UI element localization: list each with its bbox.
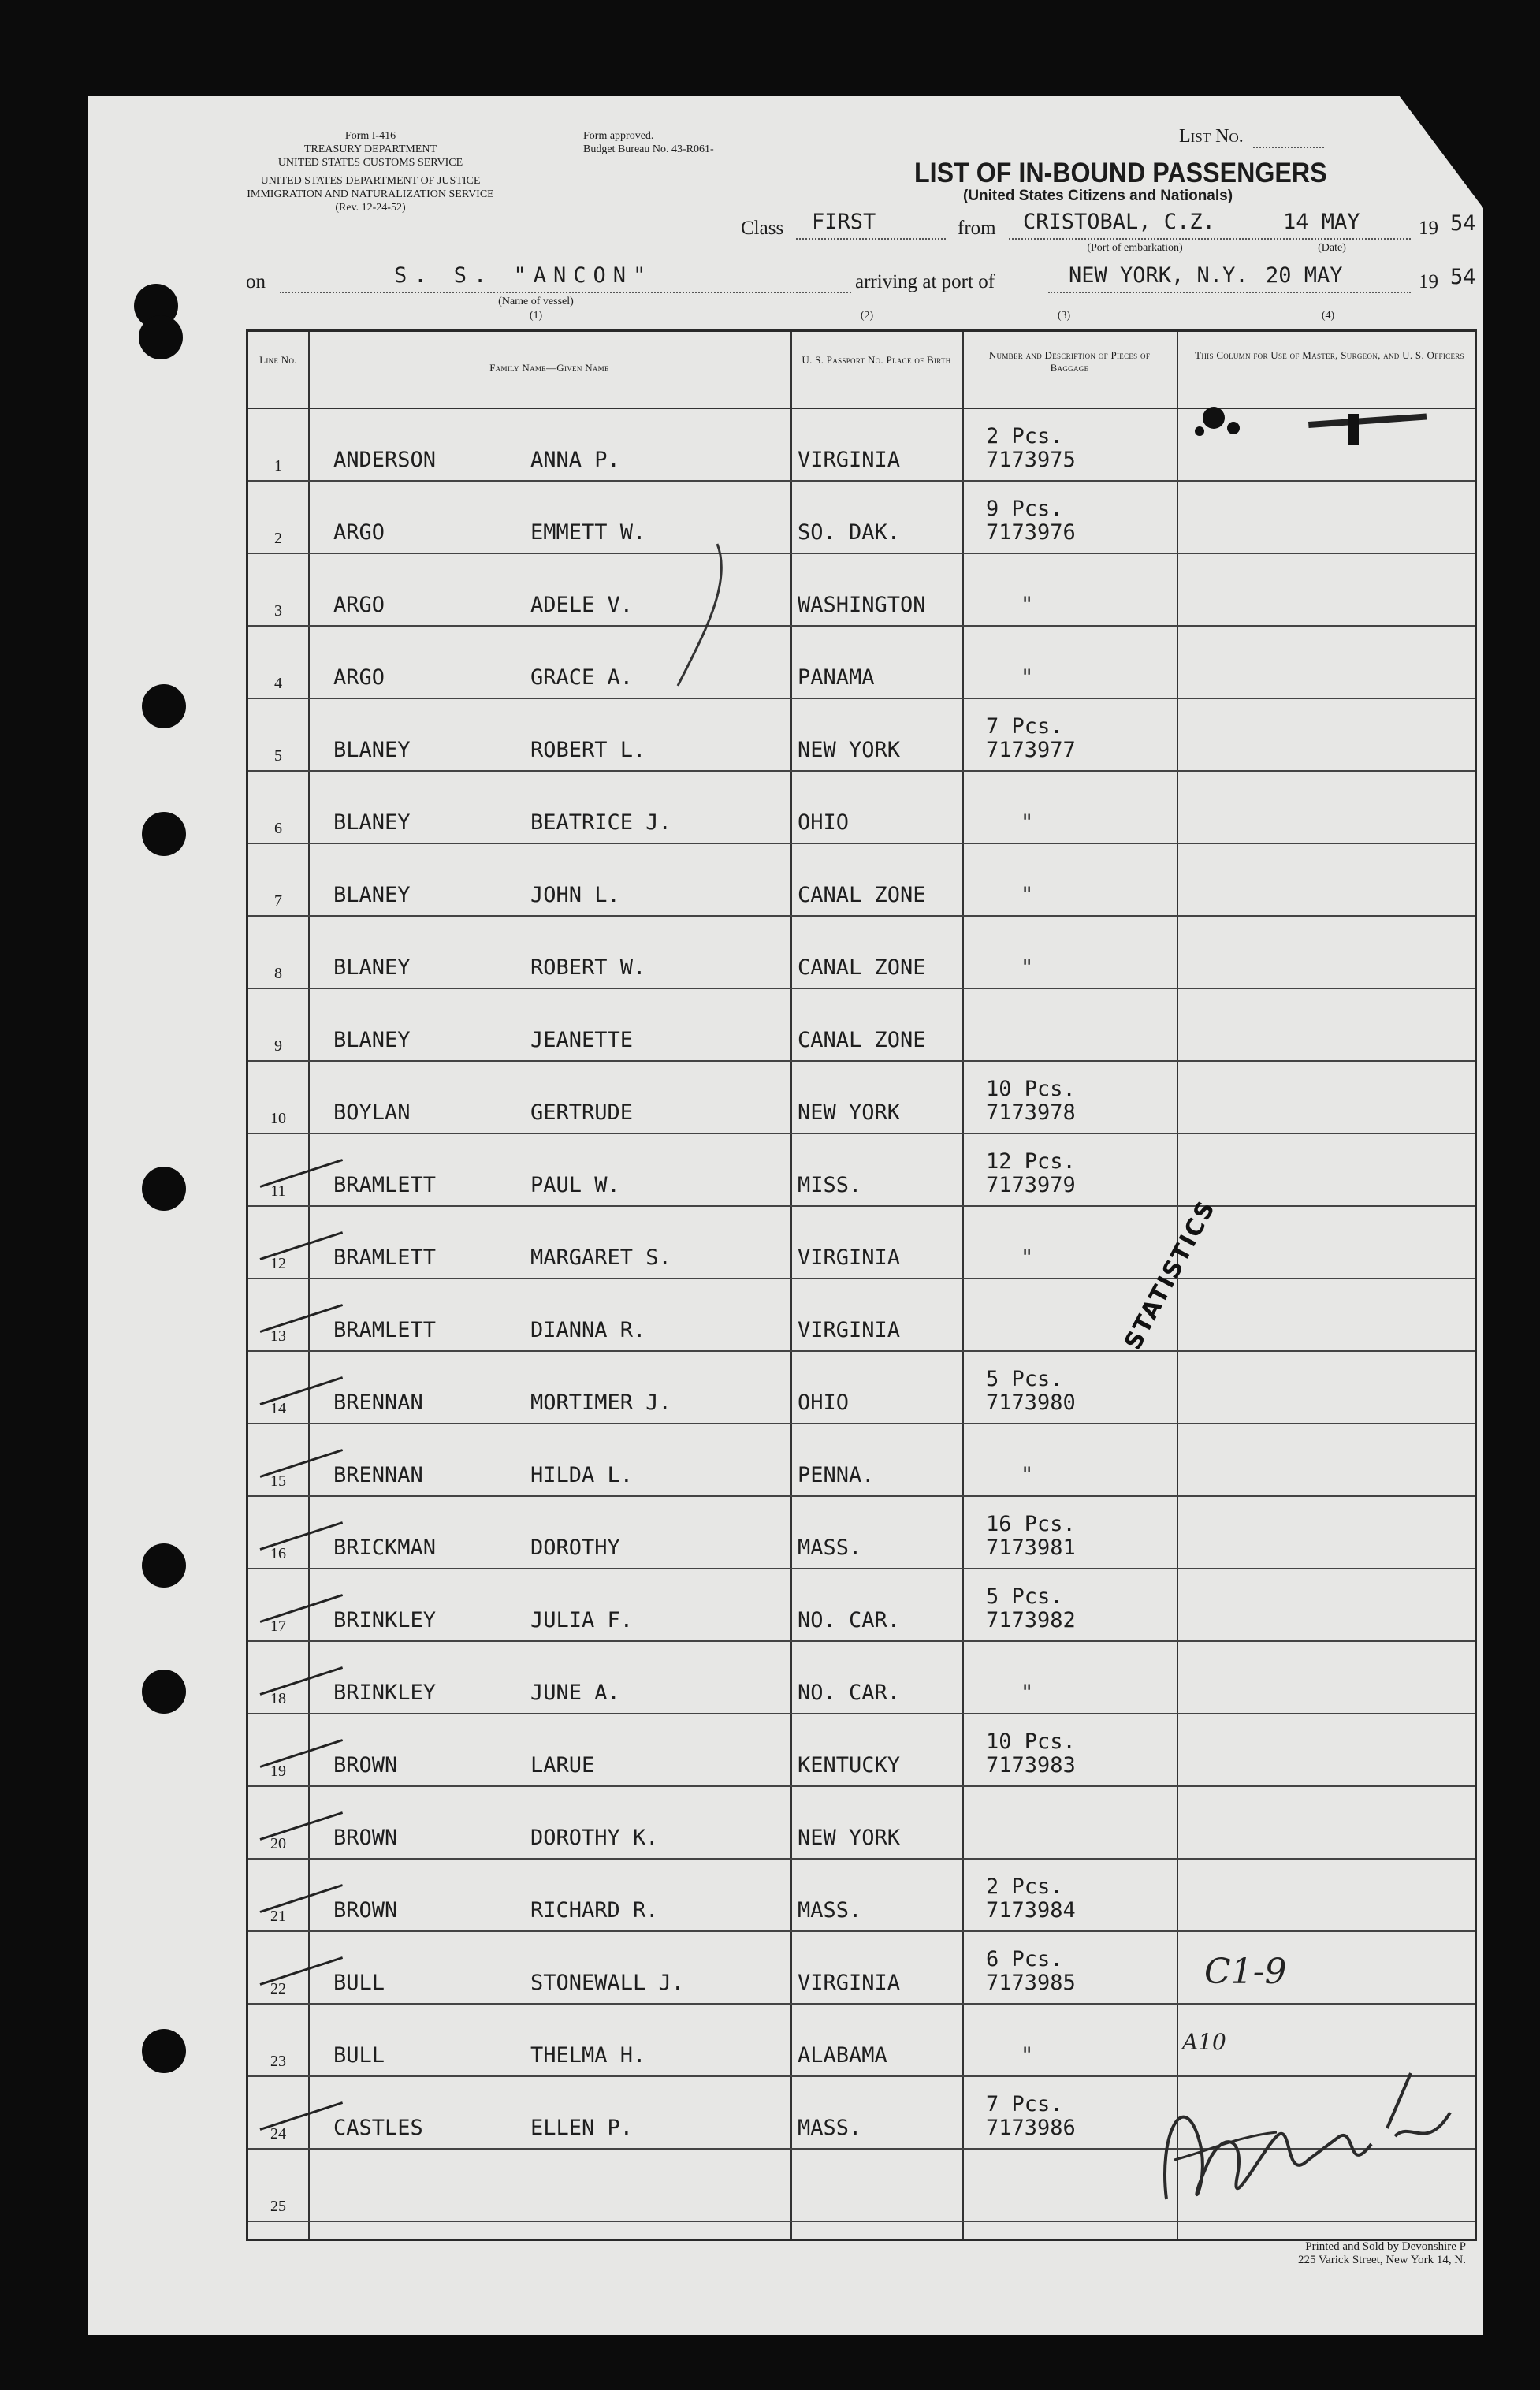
ink-smudge xyxy=(1190,398,1450,453)
given-name: MARGARET S. xyxy=(530,1245,671,1270)
place-of-birth: CANAL ZONE xyxy=(798,955,926,980)
family-name: BRAMLETT xyxy=(333,1245,437,1270)
baggage-description xyxy=(1021,956,1033,980)
arrival-year-prefix: 19 xyxy=(1419,271,1438,292)
given-name: DOROTHY K. xyxy=(530,1826,659,1850)
place-of-birth: CANAL ZONE xyxy=(798,1028,926,1052)
vessel-name: S. S. "ANCON" xyxy=(394,263,653,288)
baggage-check-number: 7173984 xyxy=(986,1898,1076,1923)
baggage-pieces: 10 Pcs. xyxy=(986,1077,1076,1101)
table-row xyxy=(248,1495,1475,1569)
baggage-pieces: 10 Pcs. xyxy=(986,1729,1076,1754)
place-of-birth: MASS. xyxy=(798,1536,862,1560)
list-no-line xyxy=(1253,147,1324,148)
baggage-description xyxy=(986,1875,1076,1923)
family-name: BLANEY xyxy=(333,883,411,907)
baggage-description xyxy=(986,2093,1076,2140)
line-number: 3 xyxy=(274,602,282,620)
form-number: Form I-416 xyxy=(344,130,396,142)
baggage-pieces: 5 Pcs. xyxy=(986,1584,1063,1609)
family-name: BRAMLETT xyxy=(333,1173,437,1197)
line-number: 11 xyxy=(270,1182,286,1200)
budget-bureau: Budget Bureau No. 43-R061- xyxy=(583,143,714,155)
header-name: Family Name—Given Name xyxy=(489,362,609,374)
place-of-birth: PANAMA xyxy=(798,665,875,690)
arriving-label: arriving at port of xyxy=(855,271,995,292)
family-name: BRAMLETT xyxy=(333,1318,437,1342)
header-baggage: Number and Description of Pieces of Baggage xyxy=(988,349,1151,374)
baggage-pieces: " xyxy=(1021,593,1034,617)
from-label: from xyxy=(958,218,996,239)
baggage-pieces: " xyxy=(1021,665,1034,690)
col3-number: (3) xyxy=(1057,310,1071,322)
line-number: 18 xyxy=(270,1690,286,1707)
punch-hole xyxy=(142,2029,186,2073)
family-name: BLANEY xyxy=(333,810,411,835)
table-row xyxy=(248,988,1475,1062)
arrival-year: 54 xyxy=(1450,265,1476,289)
line-number: 8 xyxy=(274,965,282,982)
table-row xyxy=(248,843,1475,917)
punch-hole xyxy=(142,1670,186,1714)
line-number: 5 xyxy=(274,747,282,765)
baggage-description xyxy=(986,1585,1076,1632)
baggage-pieces: 7 Pcs. xyxy=(986,714,1063,739)
passenger-table xyxy=(246,329,1477,2241)
given-name: JULIA F. xyxy=(530,1608,634,1632)
line-number: 19 xyxy=(270,1763,286,1780)
given-name: GERTRUDE xyxy=(530,1100,634,1125)
table-row xyxy=(248,1133,1475,1207)
line-number: 23 xyxy=(270,2053,286,2070)
vessel-line xyxy=(280,292,851,293)
baggage-description xyxy=(1021,1464,1033,1487)
baggage-pieces: " xyxy=(1021,810,1034,835)
family-name: BLANEY xyxy=(333,738,411,762)
family-name: BULL xyxy=(333,1971,385,1995)
family-name: BRICKMAN xyxy=(333,1536,437,1560)
baggage-check-number: 7173979 xyxy=(986,1173,1076,1197)
header-officers: This Column for Use of Master, Surgeon, and U. S. Officers xyxy=(1195,349,1464,361)
family-name: BLANEY xyxy=(333,955,411,980)
table-row xyxy=(248,553,1475,627)
given-name: STONEWALL J. xyxy=(530,1971,685,1995)
baggage-pieces: 16 Pcs. xyxy=(986,1512,1076,1536)
line-number: 6 xyxy=(274,820,282,837)
given-name: DIANNA R. xyxy=(530,1318,646,1342)
baggage-description xyxy=(986,715,1076,762)
line-number: 17 xyxy=(270,1618,286,1635)
baggage-description xyxy=(1021,2044,1033,2068)
given-name: ROBERT L. xyxy=(530,738,646,762)
baggage-check-number: 7173986 xyxy=(986,2116,1076,2140)
embark-caption: (Port of embarkation) xyxy=(1087,242,1183,254)
handwritten-signature xyxy=(1151,2042,1466,2231)
baggage-pieces: 9 Pcs. xyxy=(986,497,1063,521)
table-row xyxy=(248,1785,1475,1860)
given-name: ELLEN P. xyxy=(530,2116,634,2140)
given-name: GRACE A. xyxy=(530,665,634,690)
family-name: ANDERSON xyxy=(333,448,437,472)
embark-year: 54 xyxy=(1450,211,1476,236)
family-name: BRINKLEY xyxy=(333,1681,437,1705)
line-number: 14 xyxy=(270,1400,286,1417)
punch-hole xyxy=(139,315,183,359)
baggage-check-number: 7173983 xyxy=(986,1753,1076,1778)
printer-line2: 225 Varick Street, New York 14, N. xyxy=(1297,2254,1466,2266)
baggage-check-number: 7173975 xyxy=(986,448,1076,472)
pen-stroke-mark xyxy=(646,536,741,694)
baggage-check-number: 7173985 xyxy=(986,1971,1076,1995)
table-row xyxy=(248,1423,1475,1497)
table-row xyxy=(248,625,1475,699)
on-label: on xyxy=(246,271,266,292)
arrival-port: NEW YORK, N.Y. xyxy=(1069,263,1248,288)
line-number: 4 xyxy=(274,675,282,692)
baggage-description xyxy=(1021,1681,1033,1705)
statistics-stamp: STATISTICS xyxy=(1119,1195,1222,1355)
table-row xyxy=(248,770,1475,844)
family-name: BLANEY xyxy=(333,1028,411,1052)
baggage-check-number: 7173977 xyxy=(986,738,1076,762)
place-of-birth: PENNA. xyxy=(798,1463,875,1487)
table-row xyxy=(248,1713,1475,1787)
place-of-birth: VIRGINIA xyxy=(798,1245,901,1270)
table-row xyxy=(248,1350,1475,1424)
family-name: CASTLES xyxy=(333,2116,423,2140)
approval-block xyxy=(583,129,796,156)
given-name: JUNE A. xyxy=(530,1681,620,1705)
place-of-birth: MASS. xyxy=(798,2116,862,2140)
given-name: HILDA L. xyxy=(530,1463,634,1487)
baggage-description xyxy=(1021,594,1033,617)
given-name: EMMETT W. xyxy=(530,520,646,545)
list-no-label: List No. xyxy=(1179,126,1244,147)
form-title: LIST OF IN-BOUND PASSENGERS xyxy=(914,158,1327,188)
line-number: 7 xyxy=(274,892,282,910)
header-passport: U. S. Passport No. Place of Birth xyxy=(802,354,951,366)
table-row xyxy=(248,1060,1475,1134)
family-name: BRENNAN xyxy=(333,1390,423,1415)
baggage-check-number: 7173980 xyxy=(986,1390,1076,1415)
handwritten-note-c19: C1-9 xyxy=(1204,1952,1287,1992)
from-value: CRISTOBAL, C.Z. xyxy=(1023,210,1215,234)
printer-line1: Printed and Sold by Devonshire P xyxy=(1305,2240,1466,2253)
place-of-birth: SO. DAK. xyxy=(798,520,901,545)
ins-service: IMMIGRATION AND NATURALIZATION SERVICE xyxy=(247,188,494,200)
table-row xyxy=(248,1858,1475,1932)
col1-number: (1) xyxy=(529,310,543,322)
justice-dept: UNITED STATES DEPARTMENT OF JUSTICE xyxy=(260,175,481,187)
line-number: 24 xyxy=(270,2125,286,2142)
baggage-pieces: 12 Pcs. xyxy=(986,1149,1076,1174)
vessel-caption: (Name of vessel) xyxy=(498,296,574,307)
line-number: 15 xyxy=(270,1472,286,1490)
form-approved: Form approved. xyxy=(583,130,654,142)
table-row xyxy=(248,480,1475,554)
given-name: JOHN L. xyxy=(530,883,620,907)
revision: (Rev. 12-24-52) xyxy=(335,202,406,214)
col2-number: (2) xyxy=(860,310,874,322)
line-number: 10 xyxy=(270,1110,286,1127)
from-line xyxy=(1009,238,1411,240)
arrival-date: 20 MAY xyxy=(1266,263,1343,288)
family-name: BRENNAN xyxy=(333,1463,423,1487)
place-of-birth: OHIO xyxy=(798,810,850,835)
given-name: PAUL W. xyxy=(530,1173,620,1197)
date-caption: (Date) xyxy=(1318,242,1346,254)
family-name: BROWN xyxy=(333,1753,398,1778)
table-row xyxy=(248,698,1475,772)
line-number: 1 xyxy=(274,457,282,475)
family-name: ARGO xyxy=(333,665,385,690)
line-number: 16 xyxy=(270,1545,286,1562)
baggage-pieces: 7 Pcs. xyxy=(986,2092,1063,2116)
baggage-description xyxy=(1021,884,1033,907)
baggage-description xyxy=(986,1078,1076,1125)
place-of-birth: NO. CAR. xyxy=(798,1681,901,1705)
line-number: 21 xyxy=(270,1908,286,1925)
place-of-birth: NEW YORK xyxy=(798,738,901,762)
line-number: 9 xyxy=(274,1037,282,1055)
baggage-pieces: " xyxy=(1021,2043,1034,2068)
punch-hole xyxy=(142,1543,186,1588)
arrival-line xyxy=(1048,292,1411,293)
given-name: ANNA P. xyxy=(530,448,620,472)
place-of-birth: MISS. xyxy=(798,1173,862,1197)
given-name: THELMA H. xyxy=(530,2043,646,2068)
family-name: BOYLAN xyxy=(333,1100,411,1125)
punch-hole xyxy=(142,684,186,728)
table-row xyxy=(248,1205,1475,1279)
form-subtitle: (United States Citizens and Nationals) xyxy=(963,188,1233,204)
baggage-pieces: 2 Pcs. xyxy=(986,1874,1063,1899)
baggage-check-number: 7173982 xyxy=(986,1608,1076,1632)
baggage-description xyxy=(986,1730,1076,1778)
baggage-description xyxy=(1021,811,1033,835)
line-number: 13 xyxy=(270,1327,286,1345)
family-name: BULL xyxy=(333,2043,385,2068)
class-label: Class xyxy=(741,218,784,239)
place-of-birth: ALABAMA xyxy=(798,2043,887,2068)
baggage-description xyxy=(986,425,1076,472)
baggage-description xyxy=(986,1150,1076,1197)
given-name: RICHARD R. xyxy=(530,1898,659,1923)
punch-hole xyxy=(142,1167,186,1211)
family-name: ARGO xyxy=(333,520,385,545)
line-number: 20 xyxy=(270,1835,286,1852)
table-row xyxy=(248,1640,1475,1714)
baggage-description xyxy=(986,497,1076,545)
baggage-pieces: 2 Pcs. xyxy=(986,424,1063,449)
line-number: 12 xyxy=(270,1255,286,1272)
header-line-no: Line No. xyxy=(259,354,297,366)
embark-year-prefix: 19 xyxy=(1419,218,1438,239)
line-number: 25 xyxy=(270,2198,286,2215)
family-name: BRINKLEY xyxy=(333,1608,437,1632)
place-of-birth: OHIO xyxy=(798,1390,850,1415)
place-of-birth: NEW YORK xyxy=(798,1100,901,1125)
treasury-dept: TREASURY DEPARTMENT xyxy=(303,143,437,155)
line-number: 2 xyxy=(274,530,282,547)
baggage-pieces: " xyxy=(1021,1463,1034,1487)
form-id-block xyxy=(166,129,575,214)
given-name: DOROTHY xyxy=(530,1536,620,1560)
baggage-check-number: 7173981 xyxy=(986,1536,1076,1560)
table-row xyxy=(248,1278,1475,1352)
place-of-birth: NEW YORK xyxy=(798,1826,901,1850)
given-name: ADELE V. xyxy=(530,593,634,617)
family-name: BROWN xyxy=(333,1898,398,1923)
baggage-description xyxy=(986,1368,1076,1415)
col4-number: (4) xyxy=(1321,310,1335,322)
printer-imprint xyxy=(1166,2240,1466,2267)
embark-date: 14 MAY xyxy=(1283,210,1360,234)
family-name: BROWN xyxy=(333,1826,398,1850)
handwritten-note-a10: A10 xyxy=(1182,2029,1226,2055)
given-name: ROBERT W. xyxy=(530,955,646,980)
given-name: JEANETTE xyxy=(530,1028,634,1052)
class-line xyxy=(796,238,946,240)
place-of-birth: VIRGINIA xyxy=(798,1318,901,1342)
place-of-birth: WASHINGTON xyxy=(798,593,926,617)
baggage-pieces: 6 Pcs. xyxy=(986,1947,1063,1971)
baggage-check-number: 7173976 xyxy=(986,520,1076,545)
punch-hole xyxy=(142,812,186,856)
baggage-check-number: 7173978 xyxy=(986,1100,1076,1125)
table-row xyxy=(248,915,1475,989)
place-of-birth: KENTUCKY xyxy=(798,1753,901,1778)
table-row xyxy=(248,1930,1475,2005)
class-value: FIRST xyxy=(812,210,876,234)
place-of-birth: MASS. xyxy=(798,1898,862,1923)
baggage-pieces: 5 Pcs. xyxy=(986,1367,1063,1391)
family-name: ARGO xyxy=(333,593,385,617)
customs-service: UNITED STATES CUSTOMS SERVICE xyxy=(277,157,463,169)
place-of-birth: NO. CAR. xyxy=(798,1608,901,1632)
given-name: MORTIMER J. xyxy=(530,1390,671,1415)
baggage-pieces: " xyxy=(1021,955,1034,980)
line-number: 22 xyxy=(270,1980,286,1997)
baggage-pieces: " xyxy=(1021,1245,1034,1270)
place-of-birth: VIRGINIA xyxy=(798,448,901,472)
baggage-description xyxy=(1021,1246,1033,1270)
table-row xyxy=(248,1568,1475,1642)
baggage-description xyxy=(986,1948,1076,1995)
baggage-pieces: " xyxy=(1021,883,1034,907)
place-of-birth: VIRGINIA xyxy=(798,1971,901,1995)
baggage-description xyxy=(986,1513,1076,1560)
baggage-pieces: " xyxy=(1021,1681,1034,1705)
given-name: LARUE xyxy=(530,1753,595,1778)
baggage-description xyxy=(1021,666,1033,690)
given-name: BEATRICE J. xyxy=(530,810,671,835)
place-of-birth: CANAL ZONE xyxy=(798,883,926,907)
